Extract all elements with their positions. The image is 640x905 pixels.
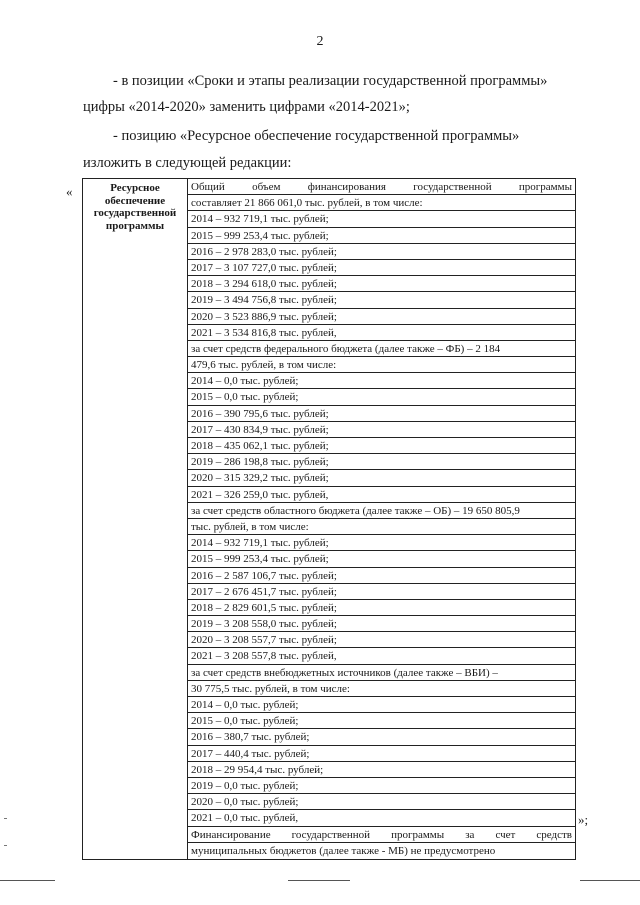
content-row: 2019 – 3 208 558,0 тыс. рублей; xyxy=(188,616,575,632)
content-row: 2018 – 29 954,4 тыс. рублей; xyxy=(188,762,575,778)
content-row: составляет 21 866 061,0 тыс. рублей, в том числе: xyxy=(188,195,575,211)
content-row: 2018 – 2 829 601,5 тыс. рублей; xyxy=(188,600,575,616)
footer-line xyxy=(288,880,350,881)
content-row: муниципальных бюджетов (далее также - МБ) не предусмотрено xyxy=(191,844,496,857)
label-line: государственной xyxy=(93,207,177,219)
row-word: счет xyxy=(495,828,516,841)
row-word: Финансирование xyxy=(191,828,271,841)
content-row: тыс. рублей, в том числе: xyxy=(188,519,575,535)
row-word: финансирования xyxy=(307,181,386,193)
label-line: Ресурсное xyxy=(110,182,160,194)
row-word: Общий xyxy=(191,181,225,193)
content-row: 2018 – 435 062,1 тыс. рублей; xyxy=(188,438,575,454)
content-row: 2014 – 932 719,1 тыс. рублей; xyxy=(188,211,575,227)
opening-quote: « xyxy=(66,184,73,199)
content-row: 2014 – 0,0 тыс. рублей; xyxy=(188,373,575,389)
resource-table xyxy=(82,178,576,860)
content-row: 2020 – 3 523 886,9 тыс. рублей; xyxy=(188,309,575,325)
content-row: 2016 – 390 795,6 тыс. рублей; xyxy=(188,406,575,422)
content-row: 2018 – 3 294 618,0 тыс. рублей; xyxy=(188,276,575,292)
content-row: 2015 – 0,0 тыс. рублей; xyxy=(188,713,575,729)
content-row: 2021 – 0,0 тыс. рублей, xyxy=(188,810,575,826)
content-row: 2020 – 315 329,2 тыс. рублей; xyxy=(188,470,575,486)
table-label-cell xyxy=(83,179,188,860)
content-row: 2017 – 440,4 тыс. рублей; xyxy=(188,746,575,762)
row-word: средств xyxy=(536,828,572,841)
paragraph-2: цифры «2014-2020» заменить цифрами «2014-2021»; xyxy=(83,99,410,115)
content-row: 2020 – 0,0 тыс. рублей; xyxy=(188,794,575,810)
content-row: 2019 – 286 198,8 тыс. рублей; xyxy=(188,454,575,470)
paragraph-1: - в позиции «Сроки и этапы реализации государственной программы» xyxy=(113,73,548,89)
scan-mark xyxy=(4,845,7,846)
row-word: за xyxy=(465,828,475,841)
label-line: программы xyxy=(105,219,165,232)
table-row xyxy=(83,179,576,860)
content-row: 479,6 тыс. рублей, в том числе: xyxy=(188,357,575,373)
row-word: государственной xyxy=(291,828,371,841)
content-row xyxy=(188,179,575,195)
content-row: 2017 – 430 834,9 тыс. рублей; xyxy=(188,422,575,438)
content-row: 2016 – 2 978 283,0 тыс. рублей; xyxy=(188,244,575,260)
content-row: 2014 – 932 719,1 тыс. рублей; xyxy=(188,535,575,551)
content-row: 2015 – 999 253,4 тыс. рублей; xyxy=(188,228,575,244)
page-number: 2 xyxy=(316,34,324,49)
content-row: 2016 – 2 587 106,7 тыс. рублей; xyxy=(188,568,575,584)
content-row: 2017 – 3 107 727,0 тыс. рублей; xyxy=(188,260,575,276)
row-word: государственной xyxy=(413,181,492,193)
content-row: 30 775,5 тыс. рублей, в том числе: xyxy=(188,681,575,697)
row-word: программы xyxy=(518,181,572,193)
content-row: 2021 – 326 259,0 тыс. рублей, xyxy=(188,487,575,503)
content-row: 2020 – 3 208 557,7 тыс. рублей; xyxy=(188,632,575,648)
footer-lines xyxy=(0,880,640,882)
content-row: 2017 – 2 676 451,7 тыс. рублей; xyxy=(188,584,575,600)
scan-mark xyxy=(4,818,7,819)
content-row: за счет средств внебюджетных источников (далее также – ВБИ) – xyxy=(188,665,575,681)
label-line: обеспечение xyxy=(104,194,166,207)
content-row: за счет средств федерального бюджета (далее также – ФБ) – 2 184 xyxy=(188,341,575,357)
content-row xyxy=(188,827,575,843)
row-word: объем xyxy=(252,181,281,193)
closing-quote: »; xyxy=(578,812,589,827)
content-row: 2019 – 3 494 756,8 тыс. рублей; xyxy=(188,292,575,308)
paragraph-3: - позицию «Ресурсное обеспечение государственной программы» xyxy=(113,128,520,144)
footer-line xyxy=(580,880,640,881)
content-row: 2015 – 0,0 тыс. рублей; xyxy=(188,389,575,405)
table-content-cell xyxy=(188,179,576,860)
content-row: 2021 – 3 534 816,8 тыс. рублей, xyxy=(188,325,575,341)
content-row: 2014 – 0,0 тыс. рублей; xyxy=(188,697,575,713)
content-row: 2021 – 3 208 557,8 тыс. рублей, xyxy=(188,648,575,664)
paragraph-4: изложить в следующей редакции: xyxy=(83,155,292,171)
content-row: 2019 – 0,0 тыс. рублей; xyxy=(188,778,575,794)
content-row: 2016 – 380,7 тыс. рублей; xyxy=(188,729,575,745)
content-row: за счет средств областного бюджета (далее также – ОБ) – 19 650 805,9 xyxy=(188,503,575,519)
footer-line xyxy=(0,880,55,881)
content-row: 2015 – 999 253,4 тыс. рублей; xyxy=(188,551,575,567)
row-word: программы xyxy=(391,828,445,841)
